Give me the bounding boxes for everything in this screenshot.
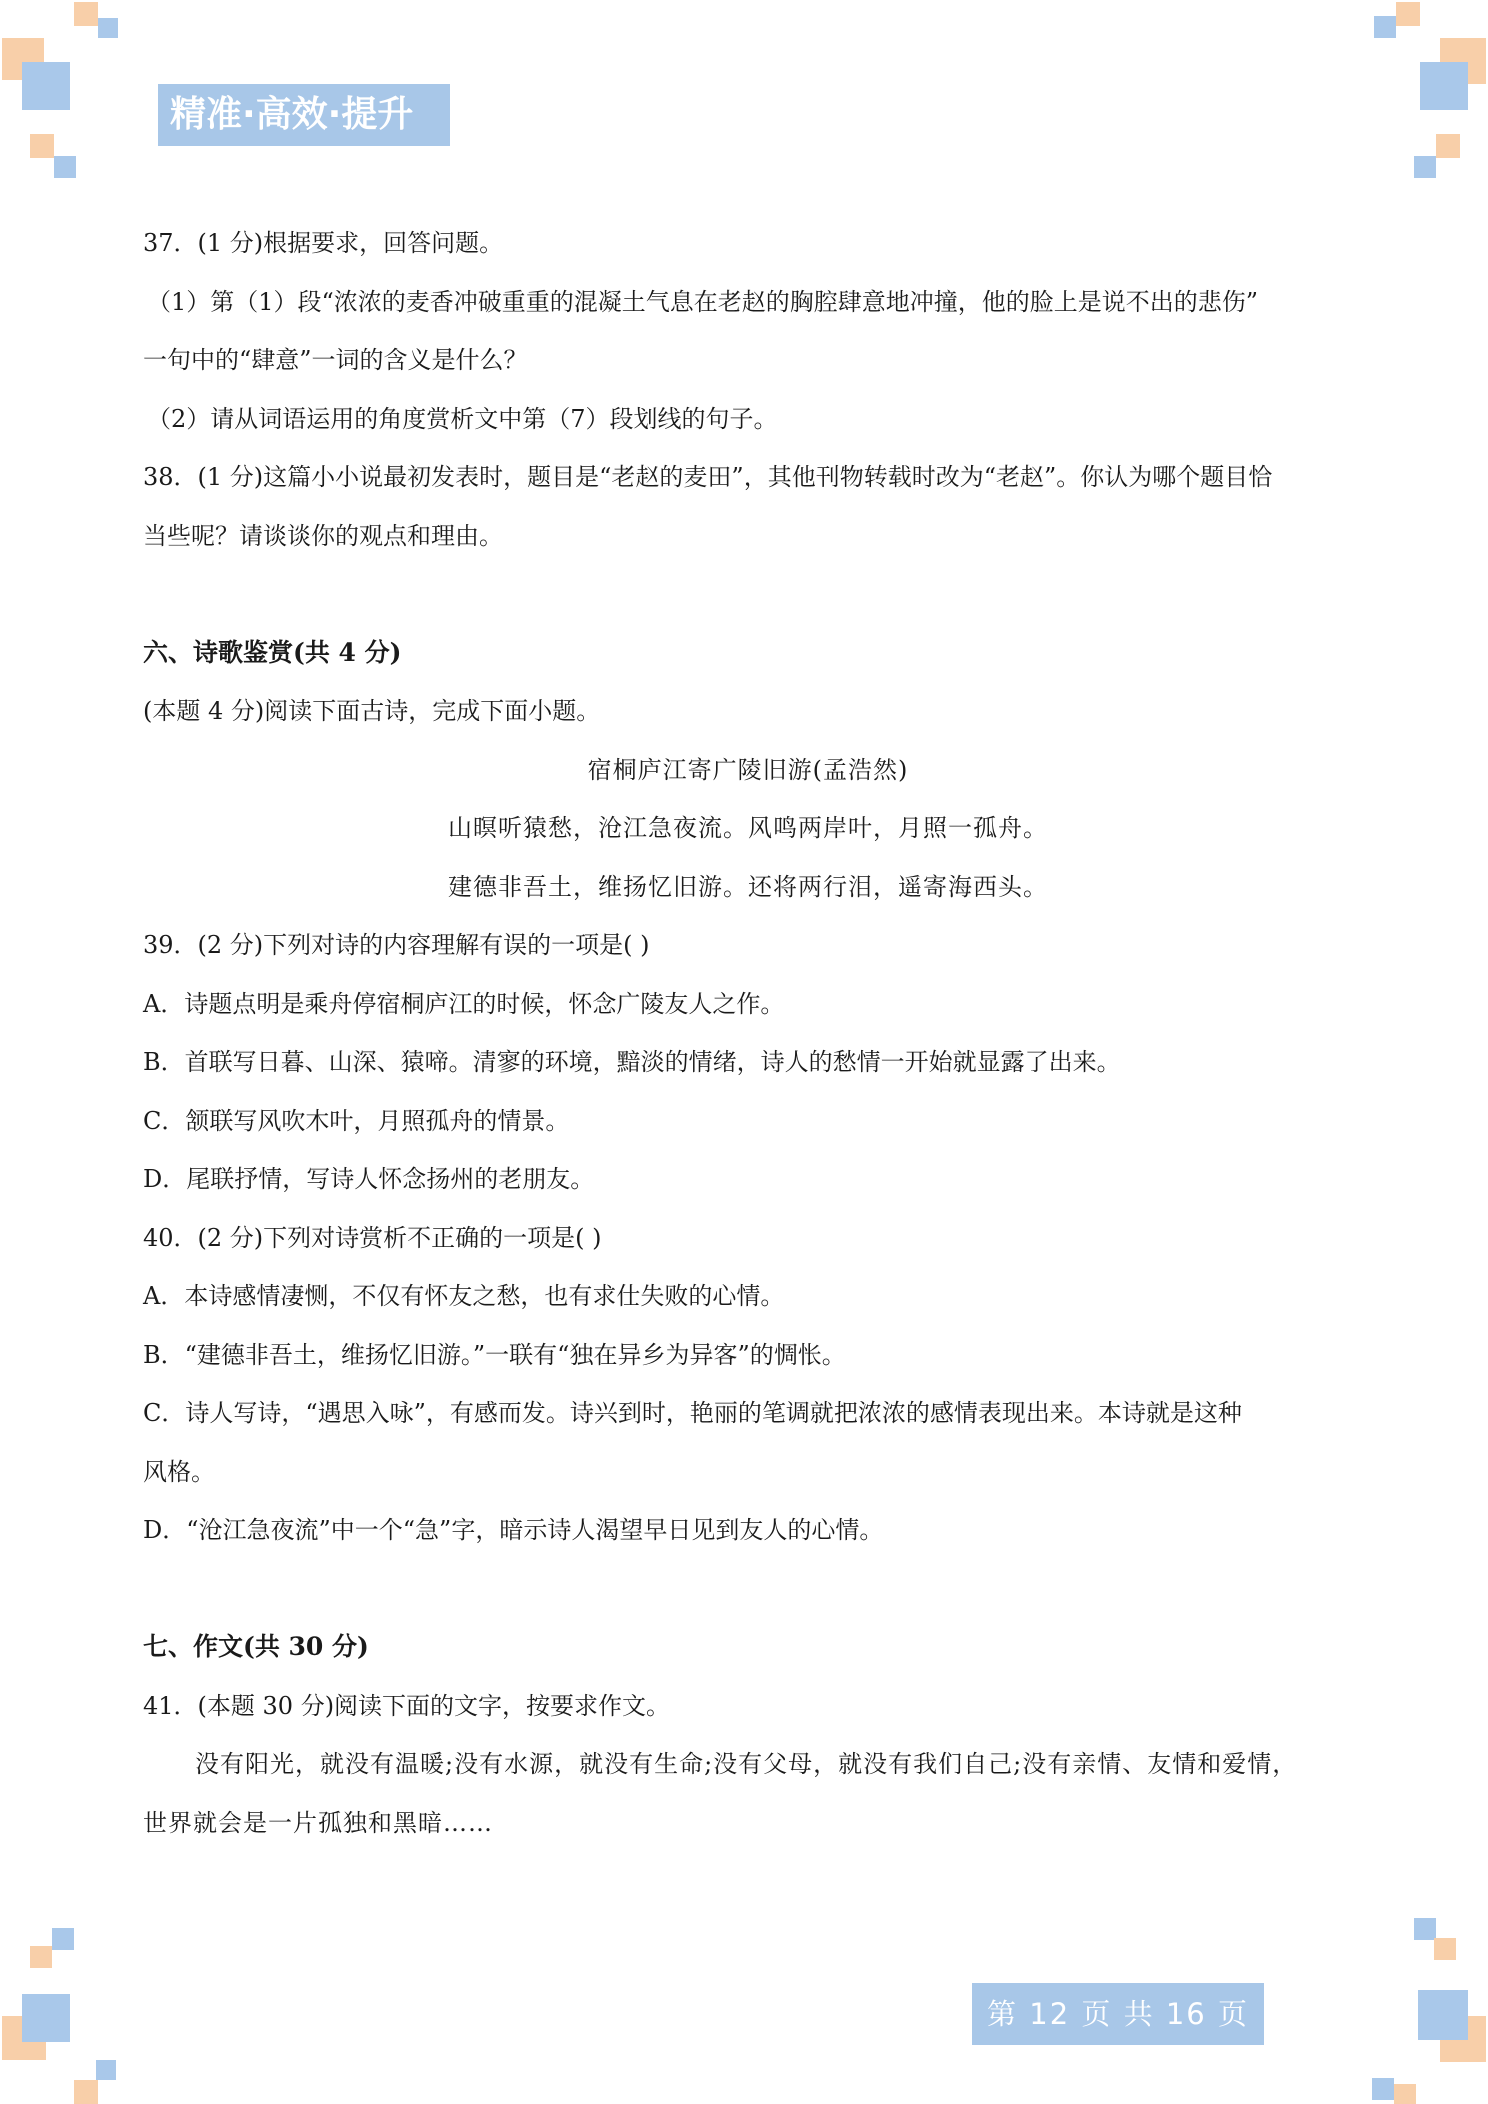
q41-stem: 41．(本题 30 分)阅读下面的文字，按要求作文。 [143, 1691, 671, 1720]
decor-square [52, 1928, 74, 1950]
spacer [143, 565, 1353, 624]
poem-title: 宿桐庐江寄广陵旧游(孟浩然) [587, 755, 909, 784]
q39-option-c: C．颔联写风吹木叶，月照孤舟的情景。 [143, 1106, 570, 1135]
q40-option-b: B．“建德非吾土，维扬忆旧游。”一联有“独在异乡为异客”的惆怅。 [143, 1340, 846, 1369]
decor-square [1436, 134, 1460, 158]
q39-option-d: D．尾联抒情，写诗人怀念扬州的老朋友。 [143, 1165, 595, 1193]
q37-part1-line2: 一句中的“肆意”一词的含义是什么？ [143, 346, 528, 374]
q40-option-c-line2: 风格。 [143, 1457, 215, 1486]
decor-square [1418, 1990, 1468, 2040]
decor-square [98, 18, 118, 38]
page-number-label: 第 12 页 共 16 页 [972, 1983, 1264, 2045]
q41-passage-line2: 世界就会是一片孤独和黑暗…… [143, 1808, 493, 1837]
section6-heading: 六、诗歌鉴赏(共 4 分) [143, 637, 402, 667]
decor-square [22, 1994, 70, 2042]
decor-square [54, 156, 76, 178]
page-content [143, 214, 1353, 1852]
decor-square [1374, 16, 1396, 38]
q40-option-a: A．本诗感情凄恻，不仅有怀友之愁，也有求仕失败的心情。 [143, 1282, 785, 1310]
q40-stem: 40．(2 分)下列对诗赏析不正确的一项是( ) [143, 1223, 602, 1252]
decor-square [1434, 1938, 1456, 1960]
decor-square [1372, 2078, 1394, 2100]
spacer [143, 1560, 1353, 1619]
q38-line1: 38．(1 分)这篇小小说最初发表时，题目是“老赵的麦田”，其他刊物转载时改为“老赵”。你认为哪个题目恰 [143, 463, 1273, 491]
q39-option-a: A．诗题点明是乘舟停宿桐庐江的时候，怀念广陵友人之作。 [143, 989, 785, 1018]
q41-passage-line1: 没有阳光，就没有温暖;没有水源，就没有生命;没有父母，就没有我们自己;没有亲情、友情和爱情， [195, 1750, 1298, 1778]
q37-part2: （2）请从词语运用的角度赏析文中第（7）段划线的句子。 [147, 404, 778, 433]
decor-square [74, 2, 98, 26]
q39-option-b: B．首联写日暮、山深、猿啼。清寥的环境，黯淡的情绪，诗人的愁情一开始就显露了出来。 [143, 1048, 1121, 1076]
poem-line2: 建德非吾土，维扬忆旧游。还将两行泪，遥寄海西头。 [448, 872, 1048, 901]
poem-line1: 山暝听猿愁，沧江急夜流。风鸣两岸叶，月照一孤舟。 [448, 814, 1048, 842]
section6-intro: (本题 4 分)阅读下面古诗，完成下面小题。 [143, 697, 601, 725]
decor-square [96, 2060, 116, 2080]
q40-option-d: D．“沧江急夜流”中一个“急”字，暗示诗人渴望早日见到友人的心情。 [143, 1516, 884, 1544]
decor-square [30, 134, 54, 158]
q37-part1-line1: （1）第（1）段“浓浓的麦香冲破重重的混凝土气息在老赵的胸腔肆意地冲撞，他的脸上是说不出的悲伤” [147, 287, 1259, 316]
decor-square [74, 2080, 98, 2104]
decor-square [1396, 2, 1420, 26]
q39-stem: 39．(2 分)下列对诗的内容理解有误的一项是( ) [143, 931, 650, 959]
section7-heading: 七、作文(共 30 分) [143, 1632, 369, 1661]
header-badge: 精准·高效·提升 [158, 84, 450, 146]
decor-square [1414, 1918, 1436, 1940]
decor-square [1394, 2084, 1416, 2104]
decor-square [1414, 156, 1436, 178]
decor-square [30, 1946, 52, 1968]
decor-square [1420, 62, 1468, 110]
q38-line2: 当些呢？请谈谈你的观点和理由。 [143, 521, 503, 550]
q37-stem: 37．(1 分)根据要求，回答问题。 [143, 229, 504, 257]
decor-square [22, 62, 70, 110]
q40-option-c-line1: C．诗人写诗，“遇思入咏”，有感而发。诗兴到时，艳丽的笔调就把浓浓的感情表现出来。本诗就是这种 [143, 1399, 1242, 1427]
